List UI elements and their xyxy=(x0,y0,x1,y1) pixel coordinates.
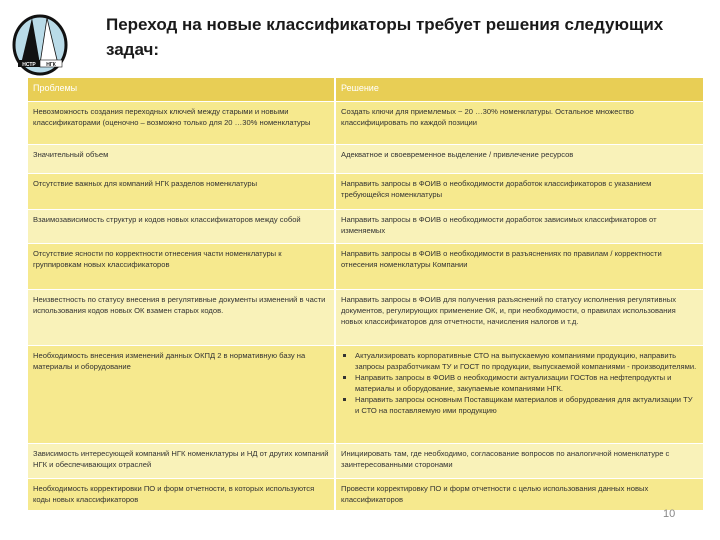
header-solution: Решение xyxy=(335,78,704,102)
problem-cell: Отсутствие ясности по корректности отнесения части номенклатуры к группировкам новых классификаторов xyxy=(28,244,335,290)
page-title: Переход на новые классификаторы требует решения следующих задач: xyxy=(106,15,664,59)
solution-cell: Направить запросы в ФОИВ о необходимости в разъяснениях по правилам / корректности отнесения номенклатуры Компании xyxy=(335,244,704,290)
solution-cell: Адекватное и своевременное выделение / привлечение ресурсов xyxy=(335,145,704,174)
table-row xyxy=(28,174,704,210)
table-row xyxy=(28,479,704,511)
bullet-item: Направить запросы основным Поставщикам материалов и оборудования для актуализации ТУ и СТО на поставляемую ими продукцию xyxy=(355,394,698,416)
company-logo xyxy=(12,14,68,76)
solution-cell: Провести корректировку ПО и форм отчетности с целью использования данных новых классификаторов xyxy=(335,479,704,511)
header-problems: Проблемы xyxy=(28,78,335,102)
problems-solutions-table xyxy=(28,78,705,511)
problem-cell: Неизвестность по статусу внесения в регулятивные документы изменений в части использования кодов новых ОК взамен старых кодов. xyxy=(28,290,335,346)
solution-cell: Создать ключи для приемлемых ~ 20 …30% номенклатуры. Остальное множество классифицировать по каждой позиции xyxy=(335,102,704,145)
bullet-item: Направить запросы в ФОИВ о необходимости актуализации ГОСТов на нефтепродукты и материалы и оборудование, закупаемые компаниями НГК. xyxy=(355,372,698,394)
svg-text:НСТР: НСТР xyxy=(22,62,36,68)
table-row xyxy=(28,102,704,145)
solution-cell: Инициировать там, где необходимо, согласование вопросов по аналогичной номенклатуре с заинтересованными сторонами xyxy=(335,444,704,479)
solution-bullet-list xyxy=(341,350,698,416)
table-row xyxy=(28,210,704,244)
solution-cell: Направить запросы в ФОИВ для получения разъяснений по статусу исполнения регулятивных документов, регулирующих применение ОК, и, при необходимости, о правилах использования новых классификаторов для отчетности, начисления налогов и т.д. xyxy=(335,290,704,346)
problem-cell: Значительный объем xyxy=(28,145,335,174)
table-row xyxy=(28,444,704,479)
page-number: 10 xyxy=(663,508,676,520)
table-row xyxy=(28,290,704,346)
table-row xyxy=(28,346,704,444)
svg-text:НГК: НГК xyxy=(46,62,56,68)
table-row xyxy=(28,244,704,290)
table-header-row xyxy=(28,78,704,102)
solution-cell xyxy=(335,346,704,444)
problem-cell: Необходимость внесения изменений данных ОКПД 2 в нормативную базу на материалы и оборудование xyxy=(28,346,335,444)
problem-cell: Отсутствие важных для компаний НГК разделов номенклатуры xyxy=(28,174,335,210)
solution-cell: Направить запросы в ФОИВ о необходимости доработок зависимых классификаторов от изменяемых xyxy=(335,210,704,244)
solution-cell: Направить запросы в ФОИВ о необходимости доработок классификаторов с указанием требующейся номенклатуры xyxy=(335,174,704,210)
problem-cell: Зависимость интересующей компаний НГК номенклатуры и НД от других компаний НГК и обеспечивающих отраслей xyxy=(28,444,335,479)
problem-cell: Взаимозависимость структур и кодов новых классификаторов между собой xyxy=(28,210,335,244)
problem-cell: Необходимость корректировки ПО и форм отчетности, в которых используются коды новых классификаторов xyxy=(28,479,335,511)
problem-cell: Невозможность создания переходных ключей между старыми и новыми классификаторами (оценочно – возможно только для 20 …30% номенклатуры xyxy=(28,102,335,145)
table-row xyxy=(28,145,704,174)
bullet-item: Актуализировать корпоративные СТО на выпускаемую компаниями продукцию, направить запросы разработчикам ТУ и ГОСТ по продукции, выпускаемой компаниями - производителями. xyxy=(355,351,697,371)
